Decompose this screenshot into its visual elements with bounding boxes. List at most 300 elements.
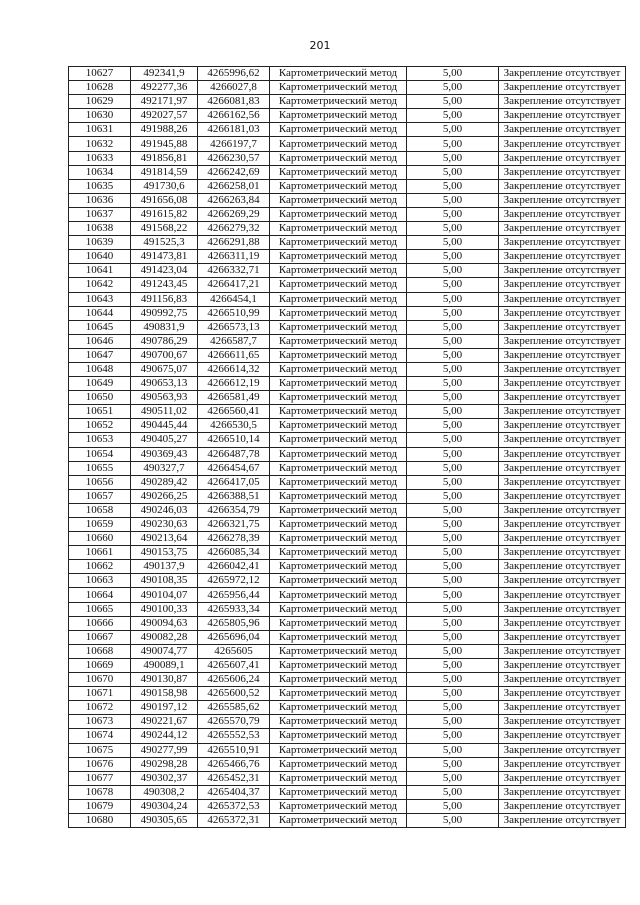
accuracy-cell: 5,00 [407,362,499,376]
method-cell: Картометрический метод [270,785,407,799]
table-row [69,405,626,419]
method-cell: Картометрический метод [270,264,407,278]
point-number-cell: 10679 [69,799,131,813]
fixation-note-cell: Закрепление отсутствует [499,193,626,207]
table-row [69,757,626,771]
fixation-note-cell: Закрепление отсутствует [499,405,626,419]
accuracy-cell: 5,00 [407,137,499,151]
point-number-cell: 10643 [69,292,131,306]
method-cell: Картометрический метод [270,306,407,320]
accuracy-cell: 5,00 [407,518,499,532]
y-coordinate-cell: 4266454,67 [198,461,270,475]
method-cell: Картометрический метод [270,813,407,827]
table-row [69,813,626,827]
y-coordinate-cell: 4265607,41 [198,658,270,672]
method-cell: Картометрический метод [270,207,407,221]
point-number-cell: 10631 [69,123,131,137]
y-coordinate-cell: 4266027,8 [198,81,270,95]
y-coordinate-cell: 4265605 [198,644,270,658]
fixation-note-cell: Закрепление отсутствует [499,81,626,95]
method-cell: Картометрический метод [270,391,407,405]
point-number-cell: 10629 [69,95,131,109]
accuracy-cell: 5,00 [407,546,499,560]
x-coordinate-cell: 490074,77 [131,644,198,658]
y-coordinate-cell: 4266417,05 [198,475,270,489]
method-cell: Картометрический метод [270,489,407,503]
method-cell: Картометрический метод [270,151,407,165]
table-row [69,123,626,137]
fixation-note-cell: Закрепление отсутствует [499,757,626,771]
fixation-note-cell: Закрепление отсутствует [499,362,626,376]
table-row [69,715,626,729]
method-cell: Картометрический метод [270,377,407,391]
x-coordinate-cell: 490653,13 [131,377,198,391]
accuracy-cell: 5,00 [407,377,499,391]
table-row [69,630,626,644]
x-coordinate-cell: 491988,26 [131,123,198,137]
accuracy-cell: 5,00 [407,348,499,362]
accuracy-cell: 5,00 [407,236,499,250]
table-row [69,236,626,250]
table-row [69,419,626,433]
accuracy-cell: 5,00 [407,644,499,658]
fixation-note-cell: Закрепление отсутствует [499,616,626,630]
fixation-note-cell: Закрепление отсутствует [499,574,626,588]
fixation-note-cell: Закрепление отсутствует [499,95,626,109]
y-coordinate-cell: 4265452,31 [198,771,270,785]
accuracy-cell: 5,00 [407,701,499,715]
accuracy-cell: 5,00 [407,292,499,306]
y-coordinate-cell: 4266279,32 [198,222,270,236]
x-coordinate-cell: 490831,9 [131,320,198,334]
table-row [69,391,626,405]
fixation-note-cell: Закрепление отсутствует [499,813,626,827]
x-coordinate-cell: 490130,87 [131,673,198,687]
method-cell: Картометрический метод [270,362,407,376]
table-row [69,109,626,123]
accuracy-cell: 5,00 [407,179,499,193]
accuracy-cell: 5,00 [407,532,499,546]
table-row [69,560,626,574]
accuracy-cell: 5,00 [407,193,499,207]
method-cell: Картометрический метод [270,729,407,743]
method-cell: Картометрический метод [270,588,407,602]
method-cell: Картометрический метод [270,771,407,785]
y-coordinate-cell: 4266321,75 [198,518,270,532]
method-cell: Картометрический метод [270,743,407,757]
y-coordinate-cell: 4266454,1 [198,292,270,306]
point-number-cell: 10637 [69,207,131,221]
x-coordinate-cell: 491156,83 [131,292,198,306]
method-cell: Картометрический метод [270,673,407,687]
y-coordinate-cell: 4266311,19 [198,250,270,264]
y-coordinate-cell: 4266258,01 [198,179,270,193]
fixation-note-cell: Закрепление отсутствует [499,518,626,532]
fixation-note-cell: Закрепление отсутствует [499,292,626,306]
point-number-cell: 10666 [69,616,131,630]
method-cell: Картометрический метод [270,405,407,419]
fixation-note-cell: Закрепление отсутствует [499,109,626,123]
y-coordinate-cell: 4266611,65 [198,348,270,362]
fixation-note-cell: Закрепление отсутствует [499,222,626,236]
accuracy-cell: 5,00 [407,419,499,433]
y-coordinate-cell: 4265933,34 [198,602,270,616]
method-cell: Картометрический метод [270,179,407,193]
fixation-note-cell: Закрепление отсутствует [499,123,626,137]
accuracy-cell: 5,00 [407,165,499,179]
fixation-note-cell: Закрепление отсутствует [499,532,626,546]
accuracy-cell: 5,00 [407,123,499,137]
x-coordinate-cell: 491856,81 [131,151,198,165]
x-coordinate-cell: 490992,75 [131,306,198,320]
y-coordinate-cell: 4265585,62 [198,701,270,715]
fixation-note-cell: Закрепление отсутствует [499,433,626,447]
accuracy-cell: 5,00 [407,67,499,81]
accuracy-cell: 5,00 [407,602,499,616]
y-coordinate-cell: 4266181,03 [198,123,270,137]
y-coordinate-cell: 4265996,62 [198,67,270,81]
y-coordinate-cell: 4266291,88 [198,236,270,250]
y-coordinate-cell: 4266332,71 [198,264,270,278]
accuracy-cell: 5,00 [407,151,499,165]
y-coordinate-cell: 4265466,76 [198,757,270,771]
point-number-cell: 10641 [69,264,131,278]
x-coordinate-cell: 492341,9 [131,67,198,81]
accuracy-cell: 5,00 [407,475,499,489]
accuracy-cell: 5,00 [407,771,499,785]
x-coordinate-cell: 491814,59 [131,165,198,179]
coordinates-table [68,66,626,828]
point-number-cell: 10669 [69,658,131,672]
fixation-note-cell: Закрепление отсутствует [499,137,626,151]
fixation-note-cell: Закрепление отсутствует [499,320,626,334]
accuracy-cell: 5,00 [407,109,499,123]
fixation-note-cell: Закрепление отсутствует [499,447,626,461]
y-coordinate-cell: 4266581,49 [198,391,270,405]
y-coordinate-cell: 4265552,53 [198,729,270,743]
accuracy-cell: 5,00 [407,433,499,447]
y-coordinate-cell: 4265805,96 [198,616,270,630]
x-coordinate-cell: 491730,6 [131,179,198,193]
method-cell: Картометрический метод [270,503,407,517]
point-number-cell: 10651 [69,405,131,419]
method-cell: Картометрический метод [270,433,407,447]
x-coordinate-cell: 490213,64 [131,532,198,546]
y-coordinate-cell: 4266612,19 [198,377,270,391]
point-number-cell: 10676 [69,757,131,771]
x-coordinate-cell: 490153,75 [131,546,198,560]
fixation-note-cell: Закрепление отсутствует [499,391,626,405]
method-cell: Картометрический метод [270,222,407,236]
accuracy-cell: 5,00 [407,658,499,672]
point-number-cell: 10657 [69,489,131,503]
method-cell: Картометрический метод [270,334,407,348]
y-coordinate-cell: 4266560,41 [198,405,270,419]
y-coordinate-cell: 4266510,14 [198,433,270,447]
method-cell: Картометрический метод [270,193,407,207]
accuracy-cell: 5,00 [407,447,499,461]
accuracy-cell: 5,00 [407,334,499,348]
table-row [69,644,626,658]
table-row [69,67,626,81]
fixation-note-cell: Закрепление отсутствует [499,644,626,658]
table-row [69,278,626,292]
fixation-note-cell: Закрепление отсутствует [499,743,626,757]
y-coordinate-cell: 4266042,41 [198,560,270,574]
x-coordinate-cell: 492277,36 [131,81,198,95]
point-number-cell: 10660 [69,532,131,546]
accuracy-cell: 5,00 [407,729,499,743]
point-number-cell: 10672 [69,701,131,715]
table-row [69,193,626,207]
x-coordinate-cell: 490786,29 [131,334,198,348]
fixation-note-cell: Закрепление отсутствует [499,673,626,687]
x-coordinate-cell: 490104,07 [131,588,198,602]
accuracy-cell: 5,00 [407,785,499,799]
method-cell: Картометрический метод [270,292,407,306]
x-coordinate-cell: 490511,02 [131,405,198,419]
method-cell: Картометрический метод [270,799,407,813]
accuracy-cell: 5,00 [407,81,499,95]
accuracy-cell: 5,00 [407,687,499,701]
y-coordinate-cell: 4266269,29 [198,207,270,221]
method-cell: Картометрический метод [270,532,407,546]
point-number-cell: 10652 [69,419,131,433]
table-row [69,306,626,320]
method-cell: Картометрический метод [270,687,407,701]
table-row [69,461,626,475]
table-row [69,546,626,560]
y-coordinate-cell: 4266081,83 [198,95,270,109]
x-coordinate-cell: 491525,3 [131,236,198,250]
accuracy-cell: 5,00 [407,306,499,320]
x-coordinate-cell: 491945,88 [131,137,198,151]
x-coordinate-cell: 490089,1 [131,658,198,672]
y-coordinate-cell: 4265404,37 [198,785,270,799]
fixation-note-cell: Закрепление отсутствует [499,503,626,517]
table-row [69,743,626,757]
point-number-cell: 10653 [69,433,131,447]
x-coordinate-cell: 490305,65 [131,813,198,827]
table-row [69,771,626,785]
point-number-cell: 10630 [69,109,131,123]
accuracy-cell: 5,00 [407,391,499,405]
table-row [69,503,626,517]
table-row [69,292,626,306]
point-number-cell: 10645 [69,320,131,334]
x-coordinate-cell: 490246,03 [131,503,198,517]
y-coordinate-cell: 4265510,91 [198,743,270,757]
y-coordinate-cell: 4265570,79 [198,715,270,729]
x-coordinate-cell: 490108,35 [131,574,198,588]
point-number-cell: 10674 [69,729,131,743]
y-coordinate-cell: 4266573,13 [198,320,270,334]
fixation-note-cell: Закрепление отсутствует [499,419,626,433]
x-coordinate-cell: 490158,98 [131,687,198,701]
accuracy-cell: 5,00 [407,813,499,827]
x-coordinate-cell: 490563,93 [131,391,198,405]
point-number-cell: 10638 [69,222,131,236]
y-coordinate-cell: 4266263,84 [198,193,270,207]
point-number-cell: 10664 [69,588,131,602]
x-coordinate-cell: 490445,44 [131,419,198,433]
x-coordinate-cell: 491473,81 [131,250,198,264]
table-row [69,222,626,236]
accuracy-cell: 5,00 [407,264,499,278]
point-number-cell: 10680 [69,813,131,827]
method-cell: Картометрический метод [270,602,407,616]
y-coordinate-cell: 4265972,12 [198,574,270,588]
table-row [69,673,626,687]
table-row [69,785,626,799]
table-row [69,518,626,532]
point-number-cell: 10665 [69,602,131,616]
point-number-cell: 10656 [69,475,131,489]
point-number-cell: 10677 [69,771,131,785]
method-cell: Картометрический метод [270,616,407,630]
fixation-note-cell: Закрепление отсутствует [499,348,626,362]
accuracy-cell: 5,00 [407,616,499,630]
accuracy-cell: 5,00 [407,503,499,517]
table-row [69,475,626,489]
method-cell: Картометрический метод [270,137,407,151]
y-coordinate-cell: 4266162,56 [198,109,270,123]
fixation-note-cell: Закрепление отсутствует [499,701,626,715]
method-cell: Картометрический метод [270,250,407,264]
method-cell: Картометрический метод [270,81,407,95]
accuracy-cell: 5,00 [407,207,499,221]
method-cell: Картометрический метод [270,67,407,81]
method-cell: Картометрический метод [270,658,407,672]
x-coordinate-cell: 490298,28 [131,757,198,771]
y-coordinate-cell: 4266354,79 [198,503,270,517]
point-number-cell: 10627 [69,67,131,81]
y-coordinate-cell: 4266197,7 [198,137,270,151]
method-cell: Картометрический метод [270,278,407,292]
x-coordinate-cell: 490082,28 [131,630,198,644]
table-row [69,489,626,503]
x-coordinate-cell: 490308,2 [131,785,198,799]
fixation-note-cell: Закрепление отсутствует [499,489,626,503]
method-cell: Картометрический метод [270,757,407,771]
point-number-cell: 10635 [69,179,131,193]
accuracy-cell: 5,00 [407,489,499,503]
method-cell: Картометрический метод [270,109,407,123]
table-row [69,616,626,630]
table-row [69,348,626,362]
table-row [69,433,626,447]
method-cell: Картометрический метод [270,560,407,574]
x-coordinate-cell: 490277,99 [131,743,198,757]
x-coordinate-cell: 490094,63 [131,616,198,630]
fixation-note-cell: Закрепление отсутствует [499,560,626,574]
method-cell: Картометрический метод [270,123,407,137]
table-row [69,729,626,743]
point-number-cell: 10646 [69,334,131,348]
fixation-note-cell: Закрепление отсутствует [499,461,626,475]
accuracy-cell: 5,00 [407,588,499,602]
x-coordinate-cell: 490405,27 [131,433,198,447]
accuracy-cell: 5,00 [407,405,499,419]
x-coordinate-cell: 490700,67 [131,348,198,362]
y-coordinate-cell: 4266587,7 [198,334,270,348]
accuracy-cell: 5,00 [407,574,499,588]
page-number: 201 [309,39,331,52]
y-coordinate-cell: 4265372,53 [198,799,270,813]
fixation-note-cell: Закрепление отсутствует [499,771,626,785]
method-cell: Картометрический метод [270,546,407,560]
fixation-note-cell: Закрепление отсутствует [499,729,626,743]
x-coordinate-cell: 492027,57 [131,109,198,123]
fixation-note-cell: Закрепление отсутствует [499,377,626,391]
table-row [69,602,626,616]
y-coordinate-cell: 4266417,21 [198,278,270,292]
accuracy-cell: 5,00 [407,715,499,729]
y-coordinate-cell: 4266510,99 [198,306,270,320]
fixation-note-cell: Закрепление отсутствует [499,630,626,644]
y-coordinate-cell: 4266614,32 [198,362,270,376]
fixation-note-cell: Закрепление отсутствует [499,151,626,165]
point-number-cell: 10662 [69,560,131,574]
fixation-note-cell: Закрепление отсутствует [499,602,626,616]
y-coordinate-cell: 4265372,31 [198,813,270,827]
fixation-note-cell: Закрепление отсутствует [499,334,626,348]
point-number-cell: 10634 [69,165,131,179]
table-row [69,207,626,221]
point-number-cell: 10632 [69,137,131,151]
table-row [69,377,626,391]
accuracy-cell: 5,00 [407,560,499,574]
method-cell: Картометрический метод [270,644,407,658]
y-coordinate-cell: 4265606,24 [198,673,270,687]
table-row [69,799,626,813]
fixation-note-cell: Закрепление отсутствует [499,475,626,489]
fixation-note-cell: Закрепление отсутствует [499,306,626,320]
x-coordinate-cell: 490221,67 [131,715,198,729]
point-number-cell: 10663 [69,574,131,588]
table-row [69,264,626,278]
y-coordinate-cell: 4266530,5 [198,419,270,433]
x-coordinate-cell: 491615,82 [131,207,198,221]
accuracy-cell: 5,00 [407,799,499,813]
coordinates-table-body [69,67,626,828]
accuracy-cell: 5,00 [407,250,499,264]
fixation-note-cell: Закрепление отсутствует [499,588,626,602]
y-coordinate-cell: 4266085,34 [198,546,270,560]
fixation-note-cell: Закрепление отсутствует [499,250,626,264]
fixation-note-cell: Закрепление отсутствует [499,165,626,179]
point-number-cell: 10654 [69,447,131,461]
point-number-cell: 10661 [69,546,131,560]
x-coordinate-cell: 491243,45 [131,278,198,292]
point-number-cell: 10655 [69,461,131,475]
fixation-note-cell: Закрепление отсутствует [499,179,626,193]
point-number-cell: 10658 [69,503,131,517]
method-cell: Картометрический метод [270,461,407,475]
table-row [69,137,626,151]
method-cell: Картометрический метод [270,320,407,334]
table-row [69,151,626,165]
fixation-note-cell: Закрепление отсутствует [499,67,626,81]
point-number-cell: 10650 [69,391,131,405]
table-row [69,334,626,348]
x-coordinate-cell: 491656,08 [131,193,198,207]
point-number-cell: 10640 [69,250,131,264]
point-number-cell: 10649 [69,377,131,391]
accuracy-cell: 5,00 [407,630,499,644]
fixation-note-cell: Закрепление отсутствует [499,207,626,221]
table-row [69,447,626,461]
